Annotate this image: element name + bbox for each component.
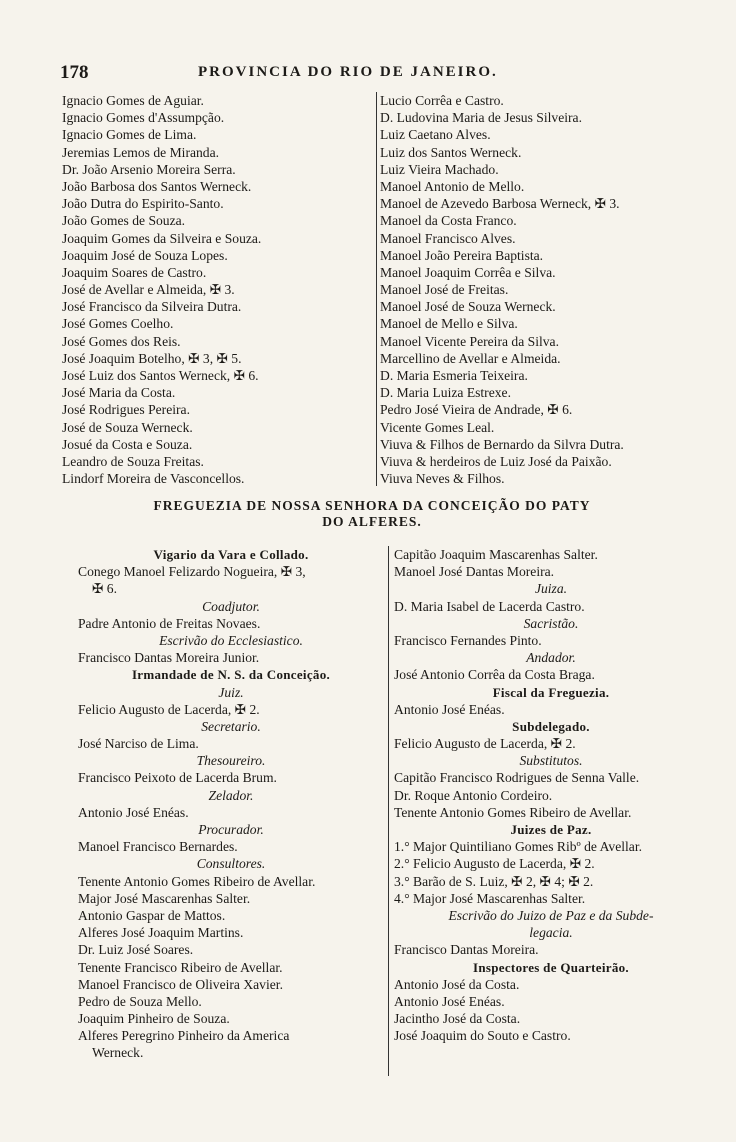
role-title: Juiz. <box>218 684 244 700</box>
list-item: D. Maria Esmeria Teixeira. <box>380 368 528 383</box>
top-left-column <box>62 92 261 487</box>
list-item: D. Maria Isabel de Lacerda Castro. <box>394 598 585 614</box>
role-title: Escrivão do Juizo de Paz e da Subde- <box>448 907 654 923</box>
list-item: José Antonio Corrêa da Costa Braga. <box>394 667 595 683</box>
list-item: Lucio Corrêa e Castro. <box>380 93 504 108</box>
list-item: Lindorf Moreira de Vasconcellos. <box>62 471 245 487</box>
list-item: José de Avellar e Almeida, ✠ 3. <box>62 282 235 298</box>
section-title <box>72 498 672 530</box>
list-item: Antonio José Enéas. <box>78 804 189 820</box>
bottom-right-column <box>394 546 708 1044</box>
list-item: Alferes José Joaquim Martins. <box>78 925 244 941</box>
role-title: Substitutos. <box>519 753 583 769</box>
list-item: D. Maria Luiza Estrexe. <box>380 385 511 401</box>
list-item: Tenente Antonio Gomes Ribeiro de Avellar. <box>78 873 316 889</box>
list-item: Manoel Francisco de Oliveira Xavier. <box>78 976 283 992</box>
list-item: Dr. Luiz José Soares. <box>78 942 194 958</box>
list-item: Tenente Antonio Gomes Ribeiro de Avellar. <box>394 804 632 820</box>
list-item: Luiz dos Santos Werneck. <box>380 144 522 160</box>
list-item: Manoel da Costa Franco. <box>380 213 517 229</box>
list-item: João Dutra do Espirito-Santo. <box>62 196 224 212</box>
list-item: Antonio José da Costa. <box>394 976 520 992</box>
list-item: Felicio Augusto de Lacerda, ✠ 2. <box>78 701 260 717</box>
role-title: Sacristão. <box>523 615 579 631</box>
top-right-column <box>380 92 624 487</box>
list-item: Manoel de Azevedo Barbosa Werneck, ✠ 3. <box>380 196 620 212</box>
list-item: Manoel Francisco Bernardes. <box>78 839 238 855</box>
list-item: Joaquim Soares de Castro. <box>62 264 207 280</box>
list-item: Ignacio Gomes de Lima. <box>62 127 197 143</box>
list-item: José Gomes Coelho. <box>62 316 174 332</box>
list-item: Manoel José Dantas Moreira. <box>394 564 555 580</box>
list-item: Francisco Peixoto de Lacerda Brum. <box>78 770 277 786</box>
subheading: Inspectores de Quarteirão. <box>473 959 629 975</box>
section-title-line-1: FREGUEZIA DE NOSSA SENHORA DA CONCEIÇÃO DO PATY <box>153 498 591 513</box>
list-item: Antonio José Enéas. <box>394 701 505 717</box>
list-item: Conego Manoel Felizardo Nogueira, ✠ 3, <box>78 564 306 580</box>
bottom-left-column <box>78 546 384 1062</box>
subheading: Fiscal da Freguezia. <box>492 684 610 700</box>
list-item: José Luiz dos Santos Werneck, ✠ 6. <box>62 368 259 383</box>
list-item: Manoel de Mello e Silva. <box>380 316 518 332</box>
list-item: José Maria da Costa. <box>62 385 176 401</box>
subheading: Irmandade de N. S. da Conceição. <box>131 667 331 683</box>
list-item: Leandro de Souza Freitas. <box>62 453 204 469</box>
list-item: José Joaquim do Souto e Castro. <box>394 1028 571 1044</box>
role-title: legacia. <box>529 925 573 941</box>
list-item: José de Souza Werneck. <box>62 419 193 435</box>
list-item: Dr. Roque Antonio Cordeiro. <box>394 787 553 803</box>
list-item: Marcellino de Avellar e Almeida. <box>380 350 561 366</box>
list-item: Manoel Francisco Alves. <box>380 230 516 246</box>
list-item: Manoel Vicente Pereira da Silva. <box>380 333 559 349</box>
list-item: Antonio José Enéas. <box>394 993 505 1009</box>
role-title: Juiza. <box>534 581 568 597</box>
list-item: Jacintho José da Costa. <box>394 1011 521 1027</box>
list-item: Manoel Joaquim Corrêa e Silva. <box>380 264 556 280</box>
list-item: João Gomes de Souza. <box>62 213 186 229</box>
list-item: Tenente Francisco Ribeiro de Avellar. <box>78 959 283 975</box>
list-item: D. Ludovina Maria de Jesus Silveira. <box>380 110 582 126</box>
list-item: Padre Antonio de Freitas Novaes. <box>78 615 261 631</box>
list-item: Manoel João Pereira Baptista. <box>380 247 544 263</box>
list-item: José Rodrigues Pereira. <box>62 402 190 418</box>
list-item: Felicio Augusto de Lacerda, ✠ 2. <box>394 736 576 752</box>
list-item-continuation: ✠ 6. <box>92 581 117 597</box>
role-title: Andador. <box>526 650 576 666</box>
list-item: Major José Mascarenhas Salter. <box>78 890 251 906</box>
list-item: Joaquim Pinheiro de Souza. <box>78 1011 230 1027</box>
list-item: Francisco Dantas Moreira. <box>394 942 539 958</box>
list-item: Alferes Peregrino Pinheiro da America <box>78 1028 290 1044</box>
list-item: Manoel José de Freitas. <box>380 282 509 298</box>
list-item-continuation: Werneck. <box>92 1045 144 1061</box>
list-item: Viuva & Filhos de Bernardo da Silvra Dutra. <box>380 436 624 452</box>
list-item: José Narciso de Lima. <box>78 736 199 752</box>
list-item: Pedro de Souza Mello. <box>78 993 202 1009</box>
list-item: 2.° Felicio Augusto de Lacerda, ✠ 2. <box>394 856 595 872</box>
list-item: Vicente Gomes Leal. <box>380 419 495 435</box>
role-title: Thesoureiro. <box>196 753 266 769</box>
role-title: Consultores. <box>196 856 266 872</box>
role-title: Zelador. <box>208 787 254 803</box>
list-item: Ignacio Gomes d'Assumpção. <box>62 110 225 126</box>
list-item: Luiz Vieira Machado. <box>380 161 499 177</box>
section-title-line-2: DO ALFERES. <box>322 514 422 529</box>
list-item: Francisco Fernandes Pinto. <box>394 632 542 648</box>
list-item: Dr. João Arsenio Moreira Serra. <box>62 161 236 177</box>
list-item: José Gomes dos Reis. <box>62 333 181 349</box>
running-title: PROVINCIA DO RIO DE JANEIRO. <box>198 64 498 80</box>
list-item: 4.° Major José Mascarenhas Salter. <box>394 890 586 906</box>
role-title: Escrivão do Ecclesiastico. <box>159 632 303 648</box>
list-item: Capitão Joaquim Mascarenhas Salter. <box>394 547 598 562</box>
list-item: José Francisco da Silveira Dutra. <box>62 299 242 315</box>
list-item: Manoel Antonio de Mello. <box>380 178 525 194</box>
list-item: Jeremias Lemos de Miranda. <box>62 144 220 160</box>
list-item: Pedro José Vieira de Andrade, ✠ 6. <box>380 402 573 418</box>
list-item: Joaquim José de Souza Lopes. <box>62 247 228 263</box>
list-item: Josué da Costa e Souza. <box>62 436 193 452</box>
list-item: 3.° Barão de S. Luiz, ✠ 2, ✠ 4; ✠ 2. <box>394 873 594 889</box>
list-item: Luiz Caetano Alves. <box>380 127 491 143</box>
list-item: Antonio Gaspar de Mattos. <box>78 907 226 923</box>
list-item: Viuva Neves & Filhos. <box>380 471 505 487</box>
list-item: Viuva & herdeiros de Luiz José da Paixão. <box>380 453 612 469</box>
subheading: Subdelegado. <box>512 718 590 734</box>
bottom-column-divider <box>388 546 389 1076</box>
role-title: Secretario. <box>201 718 261 734</box>
list-item: Capitão Francisco Rodrigues de Senna Valle. <box>394 770 640 786</box>
list-item: 1.° Major Quintiliano Gomes Ribº de Avellar. <box>394 839 643 855</box>
list-item: Ignacio Gomes de Aguiar. <box>62 93 204 108</box>
subheading: Juizes de Paz. <box>510 822 592 837</box>
list-item: João Barbosa dos Santos Werneck. <box>62 178 252 194</box>
subheading: Vigario da Vara e Collado. <box>153 547 309 562</box>
page-header <box>60 62 680 82</box>
role-title: Coadjutor. <box>202 598 260 614</box>
list-item: José Joaquim Botelho, ✠ 3, ✠ 5. <box>62 350 242 366</box>
top-column-divider <box>376 92 377 486</box>
role-title: Procurador. <box>198 822 264 837</box>
list-item: Joaquim Gomes da Silveira e Souza. <box>62 230 262 246</box>
list-item: Francisco Dantas Moreira Junior. <box>78 650 260 666</box>
page-number: 178 <box>60 62 89 83</box>
list-item: Manoel José de Souza Werneck. <box>380 299 556 315</box>
